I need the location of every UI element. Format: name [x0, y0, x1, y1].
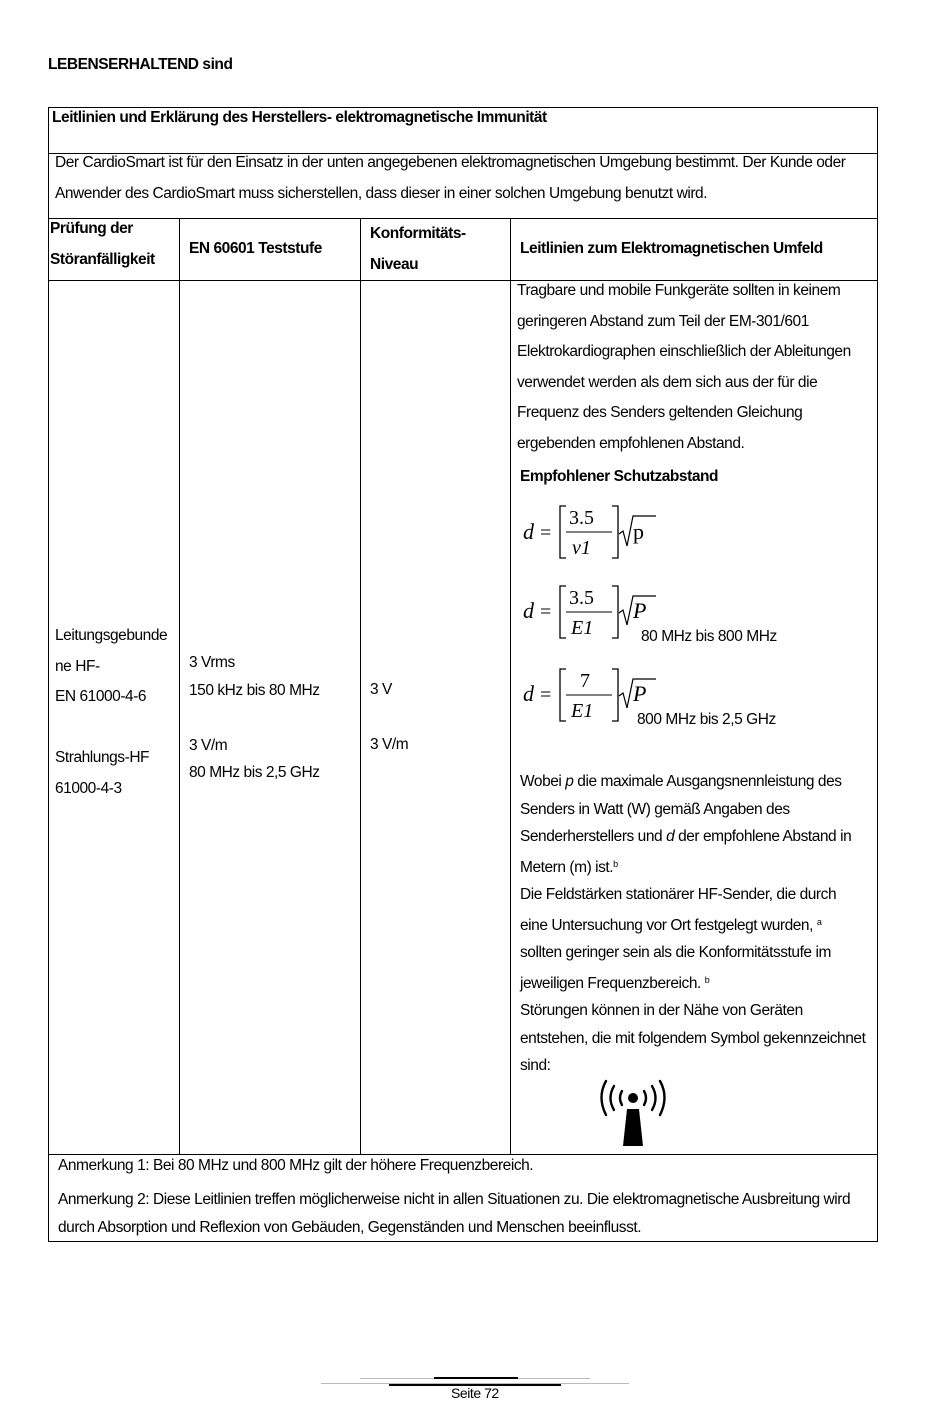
cell-text: Senderherstellers und d der empfohlene Abstand in	[520, 828, 852, 845]
eq-root: p	[633, 519, 644, 544]
non-ionizing-radiation-icon	[596, 1075, 670, 1147]
cell-text: eine Untersuchung vor Ort festgelegt wurden, $^a$	[520, 916, 822, 934]
cell-text: Senders in Watt (W) gemäß Angaben des	[520, 800, 790, 818]
subheading-schutzabstand: Empfohlener Schutzabstand	[520, 468, 719, 485]
cell-text: 3 Vrms	[189, 654, 235, 671]
header-teststufe: EN 60601 Teststufe	[189, 240, 322, 257]
col4-paragraph-1	[517, 276, 851, 459]
equation-1	[520, 502, 660, 562]
header-text: Konformitäts-	[370, 225, 466, 242]
intro-line: Anwender des CardioSmart muss sicherstellen, dass dieser in einer solchen Umgebung benutzt wird.	[55, 184, 708, 202]
header-text: Prüfung der	[50, 220, 133, 237]
eq-denominator: E1	[571, 700, 594, 722]
cell-text: Leitungsgebunde	[55, 627, 168, 644]
svg-text:=: =	[540, 522, 552, 544]
eq-numerator: 3.5	[569, 507, 594, 529]
cell-text: Tragbare und mobile Funkgeräte sollten in keinem	[517, 282, 841, 299]
cell-text: sind:	[520, 1057, 551, 1074]
eq-root: P	[633, 681, 647, 706]
cell-text: Frequenz des Senders geltenden Gleichung	[517, 404, 803, 421]
header-text: Niveau	[370, 255, 419, 273]
table-intro	[55, 148, 845, 209]
intro-line: Der CardioSmart ist für den Einsatz in der unten angegebenen elektromagnetischen Umgebung bestimmt. Der Kunde oder	[55, 154, 846, 171]
note-1: Anmerkung 1: Bei 80 MHz und 800 MHz gilt der höhere Frequenzbereich.	[58, 1157, 534, 1174]
cell-text: 150 kHz bis 80 MHz	[189, 681, 320, 699]
table-title: Leitlinien und Erklärung des Herstellers- elektromagnetische Immunität	[52, 109, 547, 126]
cell-text: sollten geringer sein als die Konformitätsstufe im	[520, 944, 831, 961]
equation-2	[520, 583, 660, 643]
cell-text: entstehen, die mit folgendem Symbol gekennzeichnet	[520, 1029, 866, 1047]
eq-denominator: E1	[571, 617, 594, 639]
cell-text: 80 MHz bis 2,5 GHz	[189, 764, 320, 781]
cell-text: Wobei p die maximale Ausgangsnennleistung des	[520, 773, 842, 790]
svg-text:=: =	[540, 684, 552, 706]
eq-numerator: 3.5	[569, 587, 594, 609]
cell-text: 3 V/m	[189, 736, 228, 754]
eq-lhs: d	[523, 598, 534, 623]
cell-text: ne HF-	[55, 657, 100, 675]
page-number: Seite 72	[451, 1385, 499, 1401]
col1-block	[55, 621, 167, 804]
cell-text: geringeren Abstand zum Teil der EM-301/601	[517, 312, 809, 330]
cell-text: Elektrokardiographen einschließlich der Ableitungen	[517, 343, 851, 360]
eq-root: P	[633, 598, 647, 623]
eq-numerator: 7	[580, 670, 590, 692]
col3-value-1: 3 V	[370, 681, 392, 698]
page-heading: LEBENSERHALTEND sind	[48, 56, 233, 73]
cell-text: 61000-4-3	[55, 779, 122, 797]
header-leitlinien: Leitlinien zum Elektromagnetischen Umfeld	[520, 240, 823, 257]
note-2	[58, 1186, 850, 1241]
cell-text: Metern (m) ist.$^b$	[520, 858, 619, 876]
header-pruefung	[50, 214, 155, 275]
col4-paragraph-2	[520, 768, 865, 1080]
svg-text:=: =	[540, 601, 552, 623]
cell-text: Anmerkung 2: Diese Leitlinien treffen möglicherweise nicht in allen Situationen zu. Die elektromagnetische Ausbreitung wird	[58, 1191, 851, 1208]
cell-text: jeweiligen Frequenzbereich. $^b$	[520, 974, 710, 992]
cell-text: verwendet werden als dem sich aus der für die	[517, 373, 818, 391]
cell-text: Die Feldstärken stationärer HF-Sender, die durch	[520, 886, 837, 903]
eq-lhs: d	[523, 681, 534, 706]
cell-text: Störungen können in der Nähe von Geräten	[520, 1002, 803, 1019]
cell-text: EN 61000-4-6	[55, 688, 147, 705]
header-text: Störanfälligkeit	[50, 250, 155, 268]
cell-text: Strahlungs-HF	[55, 749, 150, 766]
cell-text: ergebenden empfohlenen Abstand.	[517, 434, 745, 452]
eq-lhs: d	[523, 519, 534, 544]
header-konformitaet	[370, 219, 466, 280]
range-80-800: 80 MHz bis 800 MHz	[641, 628, 777, 645]
eq-denominator: v1	[572, 537, 591, 559]
cell-text: durch Absorption und Reflexion von Gebäuden, Gegenständen und Menschen beeinflusst.	[58, 1218, 642, 1236]
col3-value-2: 3 V/m	[370, 736, 409, 753]
range-800-2500: 800 MHz bis 2,5 GHz	[637, 711, 776, 728]
col2-block	[189, 649, 320, 787]
